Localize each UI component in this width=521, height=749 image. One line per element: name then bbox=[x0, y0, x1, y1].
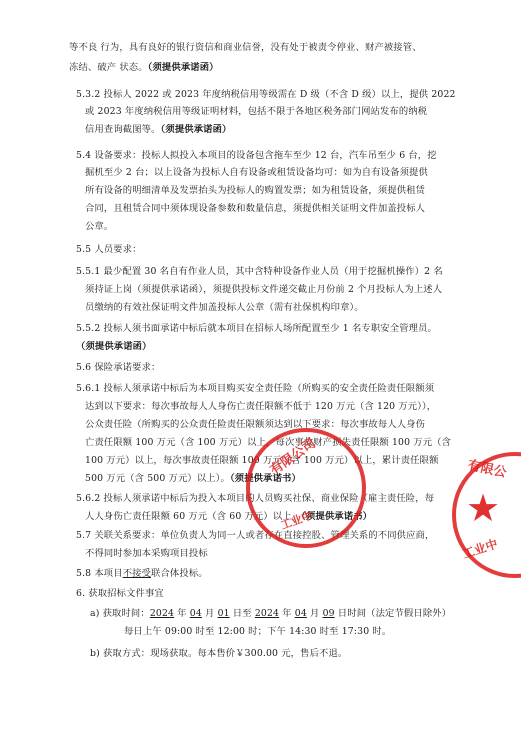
underlined-value: 09 bbox=[322, 608, 335, 619]
text-line bbox=[85, 473, 301, 485]
text-line bbox=[85, 124, 232, 136]
bold-note: （须提供承诺书） bbox=[301, 511, 373, 522]
text-fragment: 人人身伤亡责任限额 60 万元（含 60 万元）以上。 bbox=[85, 511, 302, 522]
text-fragment: 月 bbox=[201, 608, 218, 619]
text-line: 合同，且租赁合同中须体现设备参数和数量信息，须提供相关证明文件加盖投标人 bbox=[85, 203, 426, 214]
text-line: 所有设备的明细清单及发票抬头为投标人的购置发票；如为租赁设备，须提供租赁 bbox=[85, 185, 426, 196]
text-fragment: 日至 bbox=[229, 608, 255, 619]
underlined-value: 2024 bbox=[149, 608, 175, 619]
text-line: 公众责任险（所购买的公众责任险责任限额须达到以下要求：每次事故每人人身伤 bbox=[85, 419, 426, 430]
seal-text: 工业中 bbox=[460, 536, 500, 562]
bold-note: （须提供承诺函） bbox=[147, 62, 219, 73]
text-fragment: 日时间（法定节假日除外） bbox=[334, 608, 452, 619]
text-fragment: 年 bbox=[174, 608, 190, 619]
text-line: 5.7 关联关系要求：单位负责人为同一人或者存在直接控股、管理关系的不同供应商， bbox=[76, 530, 435, 541]
text-fragment: 信用查询截图等。 bbox=[85, 124, 161, 135]
bold-note: （须提供承诺函） bbox=[76, 341, 152, 352]
text-line: 5.6.1 投标人须承诺中标后为本项目购买安全责任险（所购买的安全责任险责任限额须 bbox=[76, 383, 435, 394]
seal-text: 工业中 bbox=[278, 508, 315, 533]
underlined-value: 2024 bbox=[254, 608, 280, 619]
text-line: 不得同时参加本采购项目投标 bbox=[85, 548, 208, 559]
text-fragment: 冻结、破产 状态。 bbox=[69, 62, 148, 73]
underlined-value: 不接受 bbox=[122, 568, 152, 579]
text-line: 公章。 bbox=[85, 221, 114, 232]
seal-text: 有限公 bbox=[466, 458, 508, 481]
underlined-value: 04 bbox=[294, 608, 307, 619]
text-line: 5.4 设备要求：投标人拟投入本项目的设备包含拖车至少 12 台，汽车吊至少 6 台，挖 bbox=[76, 150, 437, 161]
underlined-value: 01 bbox=[217, 608, 230, 619]
text-line bbox=[76, 568, 208, 580]
bold-note: （须提供承诺函） bbox=[160, 124, 232, 135]
text-fragment: 5.8 本项目 bbox=[76, 568, 123, 579]
text-fragment: 年 bbox=[279, 608, 295, 619]
text-line: 5.5 人员要求： bbox=[76, 244, 142, 255]
text-fragment: a) 获取时间： bbox=[90, 608, 150, 619]
text-line: 5.6.2 投标人须承诺中标后为投入本项目的人员购买社保、商业保险（雇主责任险，每 bbox=[76, 493, 435, 504]
text-line bbox=[85, 511, 372, 523]
text-line: 或 2023 年度纳税信用等级证明材料，包括不限于各地区税务部门网站发布的纳税 bbox=[85, 106, 428, 117]
seal-text: 有限公司 bbox=[267, 436, 319, 479]
text-fragment: 联合体投标。 bbox=[151, 568, 208, 579]
text-line: 100 万元）以上，每次事故责任限额 100 万元（含 100 万元）以上，累计责任限额 bbox=[85, 455, 439, 466]
section-heading: 6. 获取招标文件事宜 bbox=[76, 588, 164, 599]
text-line: 5.5.1 最少配置 30 名自有作业人员，其中含特种设备作业人员（用于挖掘机操作）2 名 bbox=[76, 266, 443, 277]
text-line: 掘机至少 2 台；以上设备为投标人自有设备或租赁设备均可：如为自有设备须提供 bbox=[85, 167, 428, 178]
text-line bbox=[90, 608, 451, 620]
edge-seal bbox=[452, 452, 521, 578]
text-line: 须持证上岗（须提供承诺函），须提供投标文件递交截止月份前 2 个月投标人为上述人 bbox=[85, 284, 443, 295]
text-line: 员缴纳的有效社保证明文件加盖投标人公章（需有社保机构印章）。 bbox=[85, 302, 364, 313]
text-fragment: 月 bbox=[306, 608, 323, 619]
underlined-value: 04 bbox=[189, 608, 202, 619]
text-line: 5.6 保险承诺要求： bbox=[76, 362, 161, 373]
text-fragment: 500 万元（含 500 万元）以上）。 bbox=[85, 473, 230, 484]
text-line: 每日上午 09:00 时至 12:00 时；下午 14:30 时至 17:30 时。 bbox=[124, 626, 392, 637]
text-line: 等不良 行为，具有良好的银行资信和商业信誉，没有处于被责令停业、财产被接管、 bbox=[69, 42, 422, 53]
star-icon: ★ bbox=[466, 486, 501, 530]
text-line: 达到以下要求：每次事故每人人身伤亡责任限额不低于 120 万元（含 120 万元））， bbox=[85, 401, 437, 412]
text-line bbox=[69, 62, 219, 74]
bold-note: （须提供承诺书） bbox=[229, 473, 301, 484]
text-line: 5.3.2 投标人 2022 或 2023 年度纳税信用等级需在 D 级（不含 D 级）以上，提供 2022 bbox=[76, 89, 456, 100]
text-line: b) 获取方式：现场获取。每本售价￥300.00 元，售后不退。 bbox=[90, 648, 348, 659]
text-line: 5.5.2 投标人须书面承诺中标后就本项目在招标人场所配置至少 1 名专职安全管理员。 bbox=[76, 323, 437, 334]
text-line: 亡责任限额 100 万元（含 100 万元）以上，每次事故财产损失责任限额 100 万元（含 bbox=[85, 437, 452, 448]
